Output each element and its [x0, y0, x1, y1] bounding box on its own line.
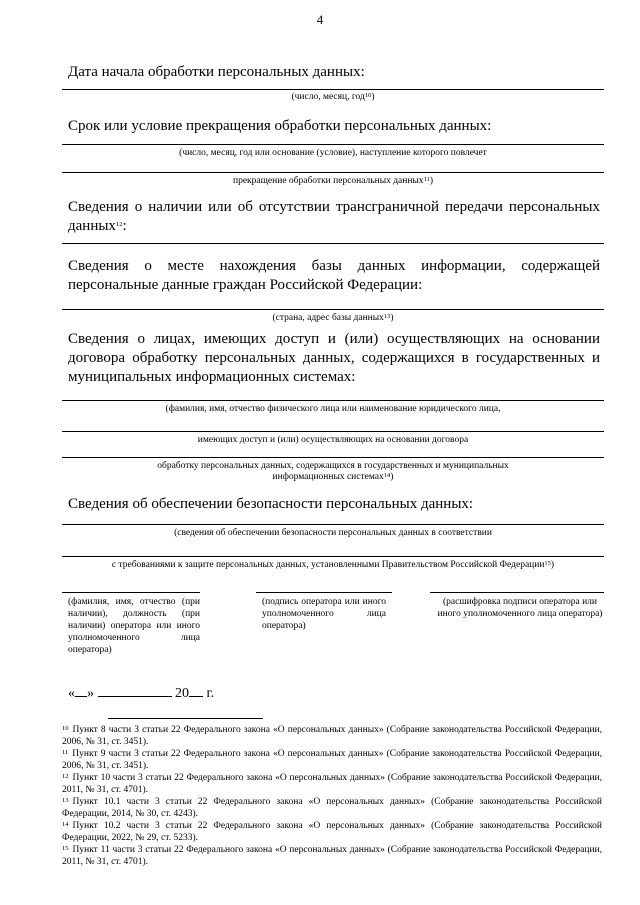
security-heading: Сведения об обеспечении безопасности персональных данных:	[68, 496, 474, 512]
footnote-15: $^{15}$ Пункт 11 части 3 статьи 22 Федерального закона «О персональных данных» (Собрание законодательства Российской Федерации, 2011, № 31, ст. 4701).	[62, 845, 602, 867]
persons-caption-2: имеющих доступ и (или) осуществляющих на основании договора	[197, 435, 469, 445]
term-field-line-1	[62, 144, 604, 145]
persons-field-line-2	[62, 431, 604, 432]
persons-field-line-1	[62, 400, 604, 401]
start-date-heading: Дата начала обработки персональных данных:	[68, 64, 365, 80]
signature-sign-line	[256, 592, 392, 593]
persons-caption-3: обработку персональных данных, содержащихся в государственных и муниципальных	[157, 461, 509, 471]
signature-name-caption: (фамилия, имя, отчество (при наличии), должность (при наличии) оператора или иного уполномоченного лица оператора)	[68, 597, 200, 655]
security-field-line-2	[62, 556, 604, 557]
date-line: « » 20 г.	[68, 686, 215, 701]
footnote-13: $^{13}$ Пункт 10.1 части 3 статьи 22 Федерального закона «О персональных данных» (Собрание законодательства Российской Федерации, 2014, № 30, ст. 4243).	[62, 797, 602, 819]
database-field-line	[62, 309, 604, 310]
security-field-line-1	[62, 524, 604, 525]
footnote-14: $^{14}$ Пункт 10.2 части 3 статьи 22 Федерального закона «О персональных данных» (Собрание законодательства Российской Федерации, 2022, № 29, ст. 5233).	[62, 821, 602, 843]
page-number: 4	[316, 12, 324, 27]
persons-caption-1: (фамилия, имя, отчество физического лица или наименование юридического лица,	[165, 404, 501, 414]
transborder-heading: Сведения о наличии или об отсутствии трансграничной передачи персональных данных$^{12}$:	[68, 199, 600, 234]
security-caption-2: с требованиями к защите персональных данных, установленными Правительством Российской Федерации$^{15}$)	[111, 560, 555, 570]
term-heading: Срок или условие прекращения обработки персональных данных:	[68, 118, 492, 134]
term-caption-1: (число, месяц, год или основание (условие), наступление которого повлечет	[179, 148, 487, 158]
footnote-12: $^{12}$ Пункт 10 части 3 статьи 22 Федерального закона «О персональных данных» (Собрание законодательства Российской Федерации, 2011, № 31, ст. 4701).	[62, 773, 602, 795]
signature-decode-line	[430, 592, 604, 593]
start-date-caption: (число, месяц, год$^{10}$)	[291, 92, 375, 102]
database-caption: (страна, адрес базы данных$^{13}$)	[272, 313, 394, 323]
start-date-field-line	[62, 89, 604, 90]
signature-name-line	[62, 592, 200, 593]
footnote-10: $^{10}$ Пункт 8 части 3 статьи 22 Федерального закона «О персональных данных» (Собрание законодательства Российской Федерации, 2006, № 31, ст. 3451).	[62, 725, 602, 747]
footnote-separator	[108, 718, 263, 719]
database-heading: Сведения о месте нахождения базы данных информации, содержащей персональные данные граждан Российской Федерации:	[68, 258, 600, 293]
term-caption-2: прекращение обработки персональных данных$^{11}$)	[232, 176, 433, 186]
term-field-line-2	[62, 172, 604, 173]
signature-sign-caption: (подпись оператора или иного уполномоченного лица оператора)	[262, 597, 386, 631]
transborder-field-line	[62, 243, 604, 244]
signature-decode-caption: (расшифровка подписи оператора или иного уполномоченного лица оператора)	[437, 597, 603, 619]
security-caption-1: (сведения об обеспечении безопасности персональных данных в соответствии	[174, 528, 492, 538]
footnote-11: $^{11}$ Пункт 9 части 3 статьи 22 Федерального закона «О персональных данных» (Собрание законодательства Российской Федерации, 2006, № 31, ст. 3451).	[62, 749, 602, 771]
persons-field-line-3	[62, 457, 604, 458]
persons-heading: Сведения о лицах, имеющих доступ и (или) осуществляющих на основании договора обработку персональных данных, содержащихся в государственных и муниципальных информационных системах:	[68, 331, 600, 385]
persons-caption-4: информационных системах$^{14}$)	[272, 472, 394, 482]
